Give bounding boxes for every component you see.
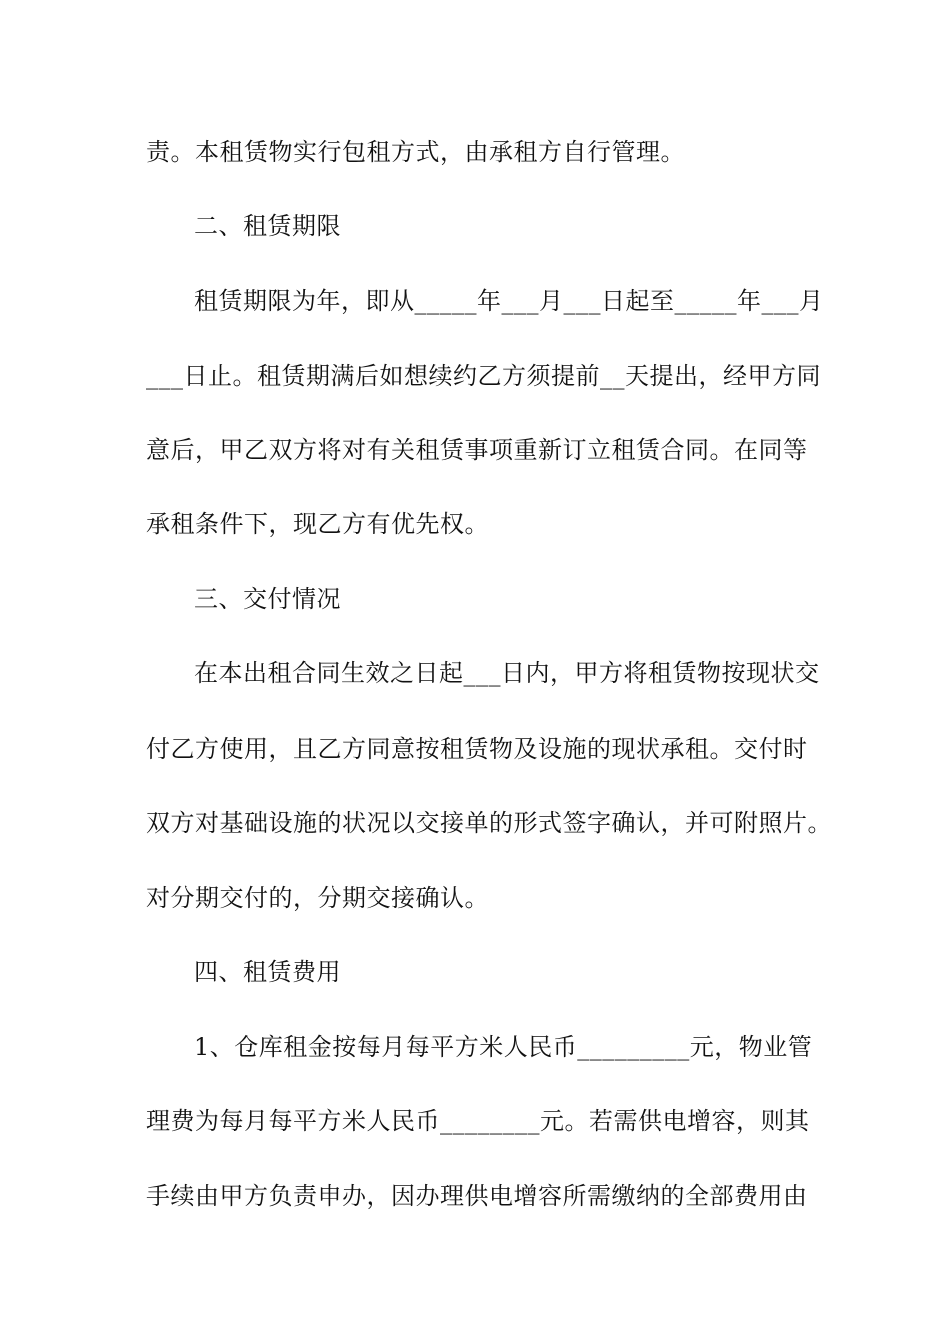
paragraph-line: 手续由甲方负责申办，因办理供电增容所需缴纳的全部费用由	[146, 1182, 808, 1210]
section-heading-fees: 四、租赁费用	[194, 958, 341, 986]
paragraph-line: 双方对基础设施的状况以交接单的形式签字确认，并可附照片。	[146, 809, 832, 837]
paragraph-line: 责。本租赁物实行包租方式，由承租方自行管理。	[146, 138, 685, 166]
paragraph-line: 理费为每月每平方米人民币________元。若需供电增容，则其	[146, 1107, 810, 1135]
section-heading-lease-term: 二、租赁期限	[194, 212, 341, 240]
paragraph-line: 在本出租合同生效之日起___日内，甲方将租赁物按现状交	[194, 659, 820, 687]
paragraph-line: ___日止。租赁期满后如想续约乙方须提前__天提出，经甲方同	[146, 362, 821, 390]
paragraph-line: 1、仓库租金按每月每平方米人民币_________元，物业管	[194, 1033, 813, 1061]
paragraph-line: 意后，甲乙双方将对有关租赁事项重新订立租赁合同。在同等	[146, 436, 808, 464]
paragraph-line: 租赁期限为年，即从_____年___月___日起至_____年___月	[194, 287, 824, 315]
paragraph-line: 付乙方使用，且乙方同意按租赁物及设施的现状承租。交付时	[146, 735, 808, 763]
paragraph-line: 对分期交付的，分期交接确认。	[146, 884, 489, 912]
paragraph-line: 承租条件下，现乙方有优先权。	[146, 510, 489, 538]
section-heading-delivery: 三、交付情况	[194, 585, 341, 613]
